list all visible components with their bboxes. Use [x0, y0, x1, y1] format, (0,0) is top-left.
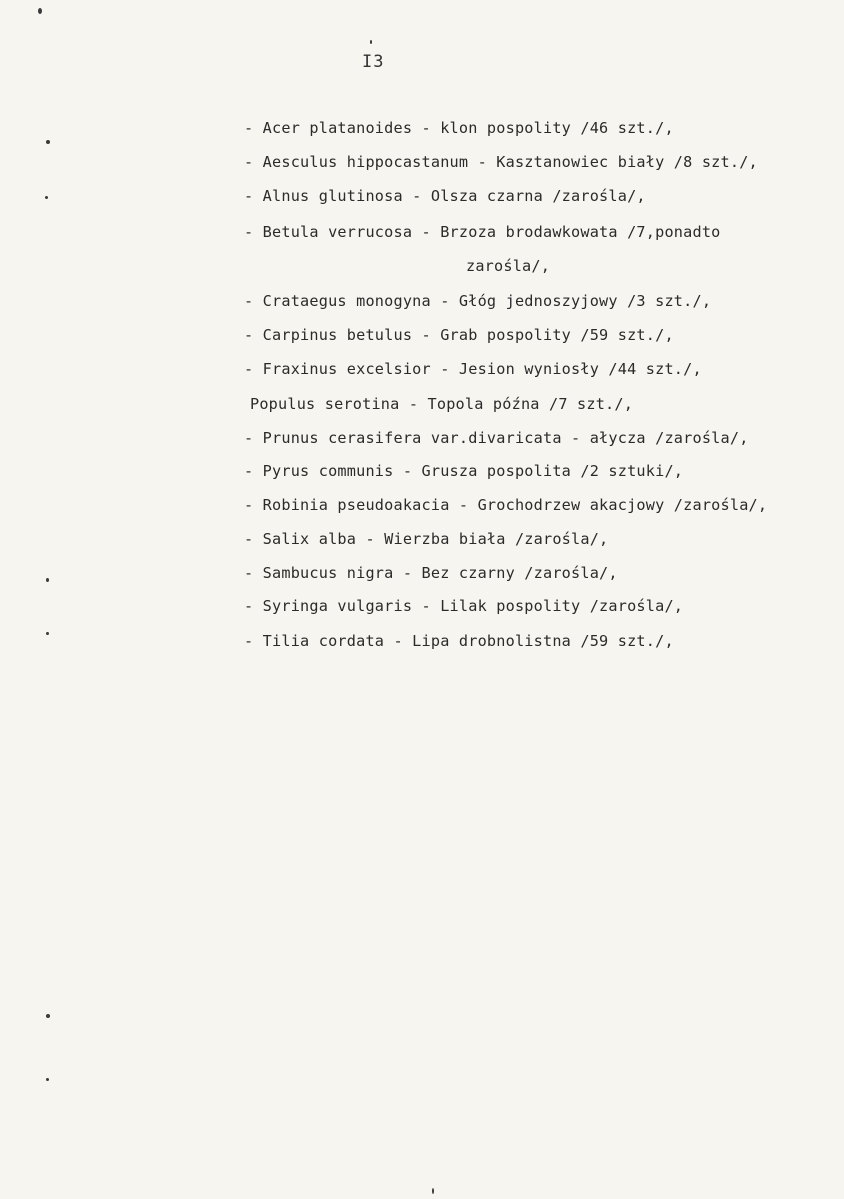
list-item: - Tilia cordata - Lipa drobnolistna /59 szt./,	[244, 632, 674, 650]
ink-speck	[38, 8, 42, 14]
list-item: - Syringa vulgaris - Lilak pospolity /zarośla/,	[244, 597, 684, 615]
ink-speck	[45, 196, 48, 199]
list-item: - Betula verrucosa - Brzoza brodawkowata /7,ponadto	[244, 223, 721, 241]
ink-speck	[46, 140, 50, 144]
list-item: - Aesculus hippocastanum - Kasztanowiec biały /8 szt./,	[244, 153, 758, 171]
list-item: - Salix alba - Wierzba biała /zarośla/,	[244, 530, 609, 548]
ink-speck	[46, 632, 49, 635]
list-item: - Acer platanoides - klon pospolity /46 szt./,	[244, 119, 674, 137]
list-item: - Carpinus betulus - Grab pospolity /59 szt./,	[244, 326, 674, 344]
list-item: - Robinia pseudoakacia - Grochodrzew akacjowy /zarośla/,	[244, 496, 768, 514]
list-item: - Fraxinus excelsior - Jesion wyniosły /44 szt./,	[244, 360, 702, 378]
ink-speck	[46, 1078, 49, 1081]
list-item: - Sambucus nigra - Bez czarny /zarośla/,	[244, 564, 618, 582]
list-item: - Alnus glutinosa - Olsza czarna /zarośla/,	[244, 187, 646, 205]
page-number: I3	[362, 52, 385, 72]
ink-speck	[370, 40, 372, 44]
ink-speck	[432, 1188, 434, 1194]
list-item: - Prunus cerasifera var.divaricata - ałycza /zarośla/,	[244, 429, 749, 447]
list-item: Populus serotina - Topola późna /7 szt./,	[250, 395, 634, 413]
list-item: - Crataegus monogyna - Głóg jednoszyjowy /3 szt./,	[244, 292, 712, 310]
ink-speck	[46, 1014, 50, 1018]
list-item-continuation: zarośla/,	[466, 257, 551, 275]
ink-speck	[46, 578, 49, 582]
list-item: - Pyrus communis - Grusza pospolita /2 sztuki/,	[244, 462, 684, 480]
